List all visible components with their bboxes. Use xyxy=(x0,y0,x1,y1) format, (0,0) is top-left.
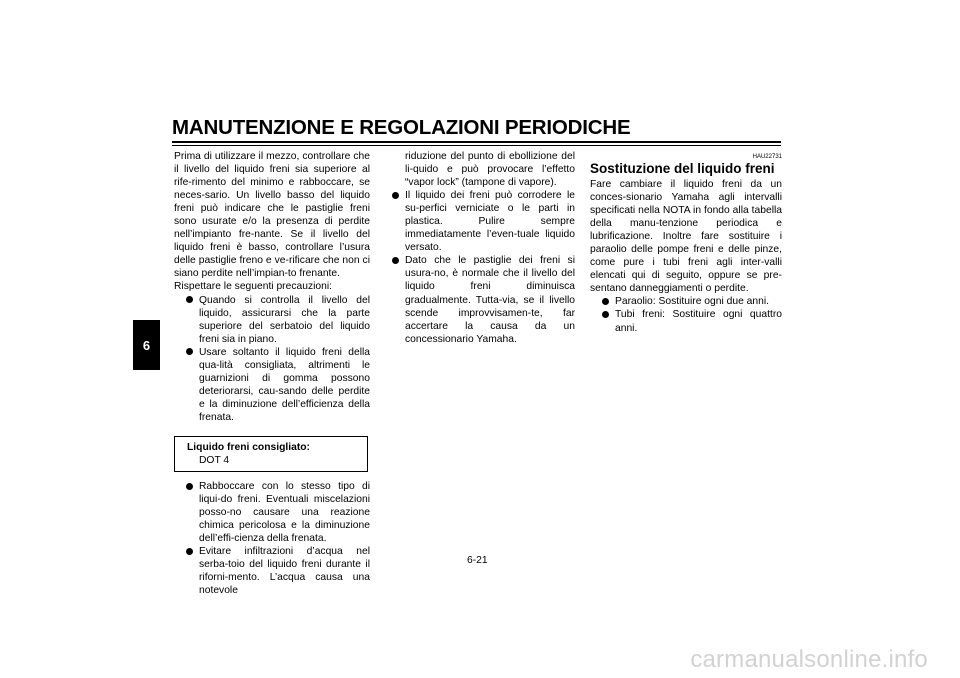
title-rule-thin xyxy=(172,145,781,146)
list-item: Rabboccare con lo stesso tipo di liqui-do freni. Eventuali miscelazioni posso-no causare una reazione chimica pericolosa e la diminuzione dell’effi-cienza della frenata. xyxy=(185,480,370,545)
section-code: HAU22731 xyxy=(752,154,782,160)
spec-value: DOT 4 xyxy=(199,455,230,467)
list-item: Evitare infiltrazioni d’acqua nel serba-toio del liquido freni durante il riforni-mento. L’acqua causa una notevole xyxy=(185,545,370,597)
list-item: Usare soltanto il liquido freni della qua-lità consigliata, altrimenti le guarnizioni di gomma possono deteriorarsi, cau-sando delle perdite e la diminuzione dell’efficienza della frenata. xyxy=(185,346,370,424)
chapter-tab: 6 xyxy=(133,320,160,370)
precautions-heading: Rispettare le seguenti precauzioni: xyxy=(174,281,332,293)
middle-bullets xyxy=(391,189,575,346)
bullet-icon xyxy=(186,296,193,303)
precautions-list-more xyxy=(185,480,370,597)
bullet-icon xyxy=(392,192,399,199)
watermark: carmanualsonline.info xyxy=(690,646,928,673)
spec-box xyxy=(174,436,368,472)
page-title: MANUTENZIONE E REGOLAZIONI PERIODICHE xyxy=(172,116,631,139)
title-rule xyxy=(172,141,781,143)
bullet-icon xyxy=(602,298,609,305)
bullet-icon xyxy=(392,257,399,264)
bullet-icon xyxy=(186,348,193,355)
continuation-text: riduzione del punto di ebollizione del li-quido e può provocare l’effetto “vapor lock” (tampone di vapore). xyxy=(405,151,575,189)
middle-column xyxy=(391,150,575,346)
list-item: Il liquido dei freni può corrodere le su-perfici verniciate o le parti in plastica. Pulire sempre immediatamente l’even-tuale liquido versato. xyxy=(391,189,575,254)
intro-paragraph: Prima di utilizzare il mezzo, controllare che il livello del liquido freni sia superiore al rife-rimento del minimo e rabboccare, se neces-sario. Un livello basso del liquido freni può indicare che le pastiglie freni sono usurate e/o la presenza di perdite nell’impianto fre-nante. Se il livello del liquido freni è basso, controllare l’usura delle pastiglie freno e ve-rificare che non ci siano perdite nell’impian-to frenante. xyxy=(174,151,370,280)
list-item: Quando si controlla il livello del liquido, assicurarsi che la parte superiore del serbatoio del liquido freni sia in piano. xyxy=(185,294,370,346)
right-column xyxy=(590,150,782,335)
bullet-icon xyxy=(186,548,193,555)
bullet-icon xyxy=(602,311,609,318)
section-heading: Sostituzione del liquido freni xyxy=(590,161,775,176)
list-item: Dato che le pastiglie dei freni si usura-no, è normale che il livello del liquido freni diminuisca gradualmente. Tutta-via, se il livello scende improvvisamen-te, far accertare la causa da un concessionario Yamaha. xyxy=(391,254,575,345)
spec-label: Liquido freni consigliato: xyxy=(187,441,310,453)
precautions-list xyxy=(185,294,370,424)
section-body: Fare cambiare il liquido freni da un conces-sionario Yamaha agli intervalli specificati nella NOTA in fondo alla tabella della manu-tenzione periodica e lubrificazione. Inoltre fare sostituire i paraolio delle pompe freni e delle pinze, come pure i tubi freni agli inter-valli elencati qui di seguito, oppure se pre-sentano danneggiamenti o perdite. xyxy=(590,179,782,295)
page-number: 6-21 xyxy=(467,555,488,566)
bullet-icon xyxy=(186,483,193,490)
replacement-list xyxy=(601,295,782,334)
list-item: Paraolio: Sostituire ogni due anni. xyxy=(601,295,782,308)
list-item: Tubi freni: Sostituire ogni quattro anni. xyxy=(601,308,782,334)
left-column xyxy=(174,150,370,598)
